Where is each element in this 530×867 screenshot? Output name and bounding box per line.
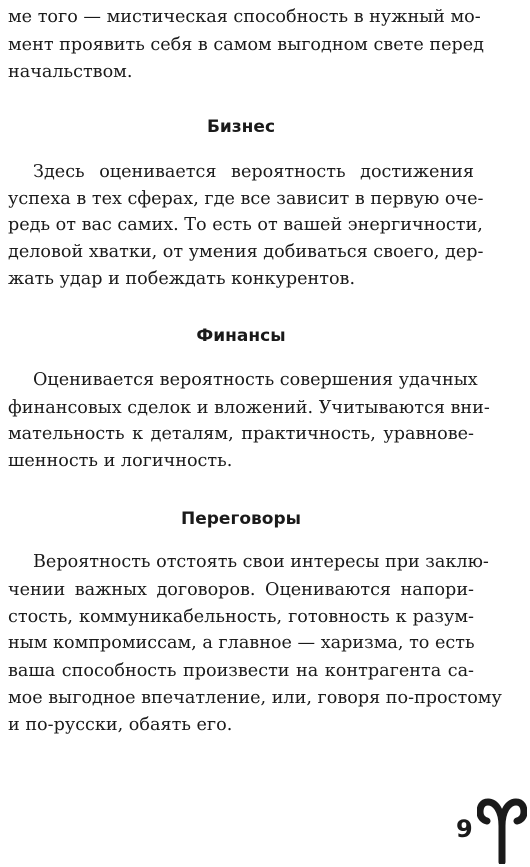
paragraph-line: редь от вас самих. То есть от вашей энергичности, (8, 215, 483, 235)
paragraph-line: чении важных договоров. Оцениваются напори- (8, 580, 474, 600)
aries-icon (477, 796, 527, 864)
paragraph-line: Вероятность отстоять свои интересы при заклю- (33, 552, 489, 572)
paragraph-line: стость, коммуникабельность, готовность к разум- (8, 607, 474, 627)
paragraph-line: жать удар и побеждать конкурентов. (8, 269, 356, 289)
paragraph-line: и по-русски, обаять его. (8, 715, 233, 735)
intro-line: мент проявить себя в самом выгодном свете перед (8, 35, 485, 55)
paragraph-line: шенность и логичность. (8, 451, 233, 471)
paragraph-line: Здесь оценивается вероятность достижения (33, 162, 474, 182)
page-number: 9 (456, 815, 473, 843)
paragraph-line: деловой хватки, от умения добиваться своего, дер- (8, 242, 484, 262)
paragraph-line: мое выгодное впечатление, или, говоря по-простому (8, 688, 502, 708)
section-heading-business: Бизнес (206, 117, 276, 137)
paragraph-line: успеха в тех сферах, где все зависит в первую оче- (8, 189, 484, 209)
section-heading-finance: Финансы (196, 326, 286, 346)
intro-line: начальством. (8, 62, 133, 82)
section-heading-negotiations: Переговоры (181, 509, 301, 529)
paragraph-line: финансовых сделок и вложений. Учитываются вни- (8, 398, 490, 418)
paragraph-line: ваша способность произвести на контрагента са- (8, 661, 474, 681)
intro-line: ме того — мистическая способность в нужный мо- (8, 7, 481, 27)
paragraph-line: ным компромиссам, а главное — харизма, то есть (8, 633, 475, 653)
paragraph-line: Оценивается вероятность совершения удачных (33, 370, 478, 390)
paragraph-line: мательность к деталям, практичность, уравнове- (8, 424, 474, 444)
